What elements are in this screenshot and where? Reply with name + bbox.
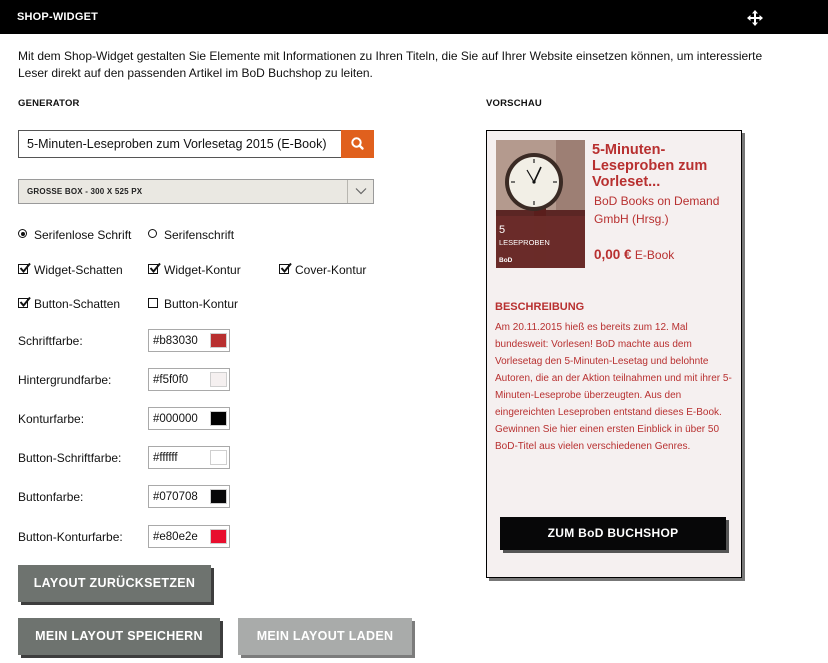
preview-price: 0,00 € xyxy=(594,247,632,262)
search-icon xyxy=(341,130,374,158)
color-field-button-font[interactable] xyxy=(148,446,230,469)
color-field-border[interactable] xyxy=(148,407,230,430)
shop-button[interactable]: ZUM BoD BUCHSHOP xyxy=(500,517,726,550)
color-label-font: Schriftfarbe: xyxy=(18,334,83,348)
color-field-button[interactable] xyxy=(148,485,230,508)
widget-preview xyxy=(486,130,742,578)
color-swatch[interactable] xyxy=(210,333,227,348)
cover-title: LESEPROBEN xyxy=(499,238,550,247)
checkbox-label: Button-Kontur xyxy=(164,297,239,311)
color-swatch[interactable] xyxy=(210,450,227,465)
search-button[interactable] xyxy=(341,130,374,158)
checkbox-checked-icon[interactable] xyxy=(279,264,289,274)
size-select[interactable] xyxy=(18,179,374,204)
move-arrows-icon[interactable] xyxy=(747,10,763,26)
color-swatch[interactable] xyxy=(210,489,227,504)
preview-format: E-Book xyxy=(634,248,675,262)
book-cover[interactable] xyxy=(496,140,585,268)
color-label-button-font: Button-Schriftfarbe: xyxy=(18,451,122,465)
cover-publisher: BoD xyxy=(499,257,513,264)
select-divider xyxy=(347,180,348,203)
color-label-background: Hintergrundfarbe: xyxy=(18,373,112,387)
preview-description: Am 20.11.2015 hieß es bereits zum 12. Mal bundesweit: Vorlesen! BoD machte aus dem Vorlesetag den 5-Minuten-Lesetag und belohnte Autoren, die an der Aktion teilnahmen und mit ihrer 5-Minuten-Leseprobe überzeugten. Aus den eingereichten Leseproben entstand dieses E-Book. Gewinnen Sie hier einen ersten Einblick in über 50 BoD-Titel aus vielen verschiedenen Genres. xyxy=(495,322,732,452)
color-label-button-border: Button-Konturfarbe: xyxy=(18,530,123,544)
search-input[interactable] xyxy=(18,130,341,158)
cover-number: 5 xyxy=(499,224,506,236)
window-title: SHOP-WIDGET xyxy=(17,11,99,23)
checkbox-checked-icon[interactable] xyxy=(18,298,28,308)
color-swatch[interactable] xyxy=(210,372,227,387)
font-option-label: Serifenlose Schrift xyxy=(34,228,132,242)
checkbox-label: Widget-Kontur xyxy=(164,263,241,277)
title-search xyxy=(18,130,374,158)
save-layout-button[interactable]: MEIN LAYOUT SPEICHERN xyxy=(18,618,220,655)
color-swatch[interactable] xyxy=(210,411,227,426)
color-field-font[interactable] xyxy=(148,329,230,352)
color-field-button-border[interactable] xyxy=(148,525,230,548)
chevron-down-icon xyxy=(355,186,367,196)
title-bar xyxy=(0,0,828,34)
checkbox-label: Cover-Kontur xyxy=(295,263,367,277)
preview-author: BoD Books on Demand GmbH (Hrsg.) xyxy=(594,194,720,226)
checkbox-label: Widget-Schatten xyxy=(34,263,123,277)
color-value: #ffffff xyxy=(153,452,178,464)
intro-text: Mit dem Shop-Widget gestalten Sie Elemente mit Informationen zu Ihren Titeln, die Sie auf Ihrer Website einsetzen können, um interessierte Leser direkt auf den passenden Artikel im BoD Buchshop zu leiten. xyxy=(18,49,763,80)
checkbox-checked-icon[interactable] xyxy=(148,264,158,274)
color-swatch[interactable] xyxy=(210,529,227,544)
preview-price-line xyxy=(594,247,674,262)
checkbox-label: Button-Schatten xyxy=(34,297,121,311)
size-select-value: GROSSE BOX - 300 X 525 PX xyxy=(27,187,143,196)
reset-layout-button[interactable]: LAYOUT ZURÜCKSETZEN xyxy=(18,565,211,602)
checkbox-unchecked-icon[interactable] xyxy=(148,298,158,308)
preview-description-heading: BESCHREIBUNG xyxy=(495,301,585,313)
cover-clock-image xyxy=(496,140,585,268)
color-value: #e80e2e xyxy=(153,531,198,543)
color-label-button: Buttonfarbe: xyxy=(18,490,84,504)
load-layout-button[interactable]: MEIN LAYOUT LADEN xyxy=(238,618,412,655)
color-value: #b83030 xyxy=(153,335,198,347)
radio-icon[interactable] xyxy=(18,229,27,238)
radio-icon[interactable] xyxy=(148,229,157,238)
color-label-border: Konturfarbe: xyxy=(18,412,85,426)
preview-heading: VORSCHAU xyxy=(486,98,542,109)
color-value: #070708 xyxy=(153,491,198,503)
checkbox-checked-icon[interactable] xyxy=(18,264,28,274)
font-option-label: Serifenschrift xyxy=(164,228,235,242)
color-field-background[interactable] xyxy=(148,368,230,391)
preview-title[interactable]: 5-Minuten-Leseproben zum Vorleset... xyxy=(592,142,708,190)
color-value: #f5f0f0 xyxy=(153,374,189,386)
generator-heading: GENERATOR xyxy=(18,98,80,109)
color-value: #000000 xyxy=(153,413,198,425)
